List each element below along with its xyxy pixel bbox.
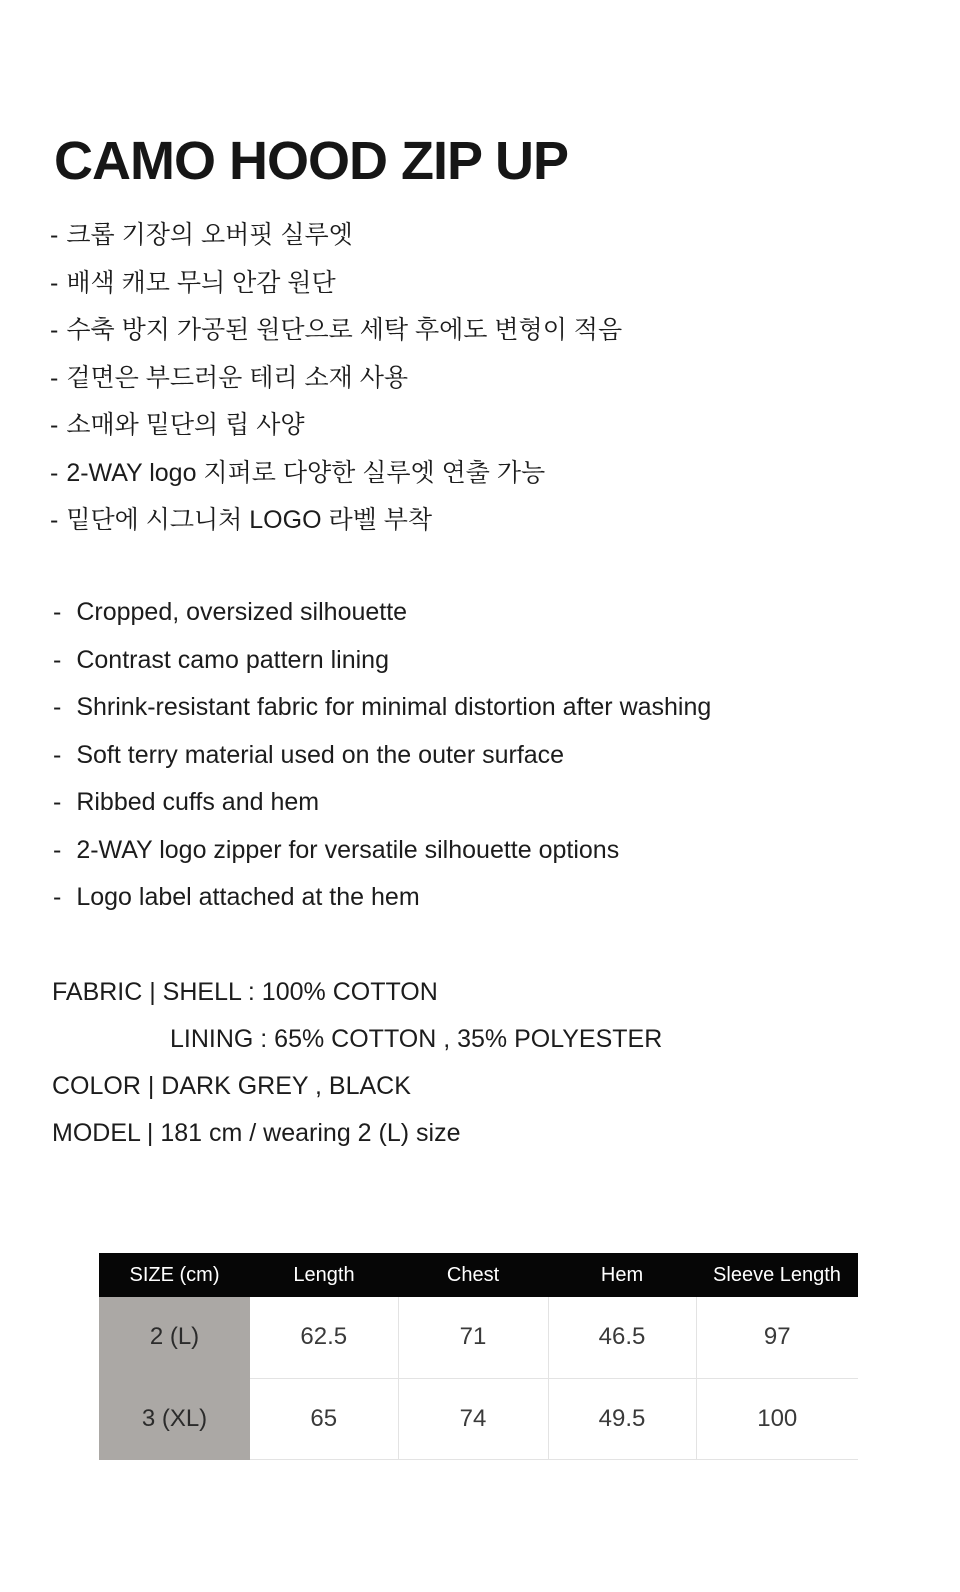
feature-item-ko (50, 450, 622, 498)
feature-item-en (53, 874, 711, 922)
feature-text-ko: 수축 방지 가공된 원단으로 세탁 후에도 변형이 적음 (66, 316, 623, 344)
table-row (99, 1297, 858, 1378)
feature-text-ko: 겉면은 부드러운 테리 소재 사용 (66, 363, 409, 392)
product-info-block (52, 969, 662, 1157)
feature-item-ko (50, 355, 622, 403)
header-row (99, 1253, 858, 1297)
cell-chest: 74 (398, 1378, 548, 1459)
feature-item-en (53, 637, 711, 685)
bullet-dash: - (53, 835, 62, 864)
feature-item-ko (50, 307, 622, 355)
cell-hem: 49.5 (548, 1378, 696, 1459)
cell-size-label: 2 (L) (99, 1297, 250, 1378)
page-title: CAMO HOOD ZIP UP (54, 131, 569, 191)
bullet-dash: - (50, 268, 59, 297)
bullet-dash: - (53, 598, 62, 626)
bullet-dash: - (50, 506, 59, 534)
bullet-dash: - (53, 883, 62, 911)
feature-item-ko (50, 212, 622, 260)
fabric-shell-line: FABRIC | SHELL : 100% COTTON (52, 978, 438, 1006)
cell-sleeve-length: 97 (696, 1297, 858, 1378)
bullet-dash: - (50, 458, 59, 487)
feature-text-en: 2-WAY logo zipper for versatile silhouette options (76, 835, 620, 864)
cell-length: 62.5 (250, 1297, 398, 1378)
col-header-sleeve-length: Sleeve Length (696, 1253, 858, 1297)
model-line: MODEL | 181 cm / wearing 2 (L) size (52, 1119, 461, 1147)
col-header-hem: Hem (548, 1253, 696, 1297)
bullet-dash: - (50, 221, 59, 249)
cell-hem: 46.5 (548, 1297, 696, 1378)
feature-text-en: Logo label attached at the hem (76, 883, 420, 911)
col-header-chest: Chest (398, 1253, 548, 1297)
bullet-dash: - (53, 693, 62, 721)
size-table-header (99, 1253, 858, 1297)
feature-item-en (53, 779, 711, 827)
bullet-dash: - (53, 645, 62, 674)
cell-sleeve-length: 100 (696, 1378, 858, 1459)
feature-list-english (53, 589, 711, 922)
feature-text-en: Shrink-resistant fabric for minimal distortion after washing (76, 693, 712, 721)
feature-text-ko: 소매와 밑단의 립 사양 (66, 411, 305, 439)
col-header-size: SIZE (cm) (99, 1253, 250, 1297)
size-table-body (99, 1297, 858, 1459)
feature-list-korean (50, 212, 622, 545)
cell-length: 65 (250, 1378, 398, 1459)
feature-item-en (53, 684, 711, 732)
bullet-dash: - (53, 740, 62, 769)
feature-text-en: Ribbed cuffs and hem (76, 788, 320, 816)
size-table (99, 1253, 858, 1460)
feature-text-ko: 크롭 기장의 오버핏 실루엣 (66, 221, 353, 249)
table-row (99, 1378, 858, 1459)
feature-text-ko: 배색 캐모 무늬 안감 원단 (66, 268, 336, 297)
feature-text-ko: 2-WAY logo 지퍼로 다양한 실루엣 연출 가능 (66, 458, 546, 487)
feature-text-en: Contrast camo pattern lining (76, 645, 389, 674)
feature-item-ko (50, 260, 622, 308)
fabric-lining-line: LINING : 65% COTTON , 35% POLYESTER (170, 1025, 663, 1053)
bullet-dash: - (50, 316, 59, 344)
bullet-dash: - (53, 788, 62, 816)
feature-text-en: Cropped, oversized silhouette (76, 598, 408, 626)
bullet-dash: - (50, 363, 59, 392)
feature-text-en: Soft terry material used on the outer surface (76, 740, 565, 769)
feature-item-en (53, 827, 711, 875)
cell-size-label: 3 (XL) (99, 1378, 250, 1459)
color-line: COLOR | DARK GREY , BLACK (52, 1072, 411, 1100)
col-header-length: Length (250, 1253, 398, 1297)
feature-item-ko (50, 402, 622, 450)
bullet-dash: - (50, 411, 59, 439)
feature-item-en (53, 589, 711, 637)
feature-item-en (53, 732, 711, 780)
feature-item-ko (50, 497, 622, 545)
feature-text-ko: 밑단에 시그니처 LOGO 라벨 부착 (66, 506, 433, 534)
cell-chest: 71 (398, 1297, 548, 1378)
